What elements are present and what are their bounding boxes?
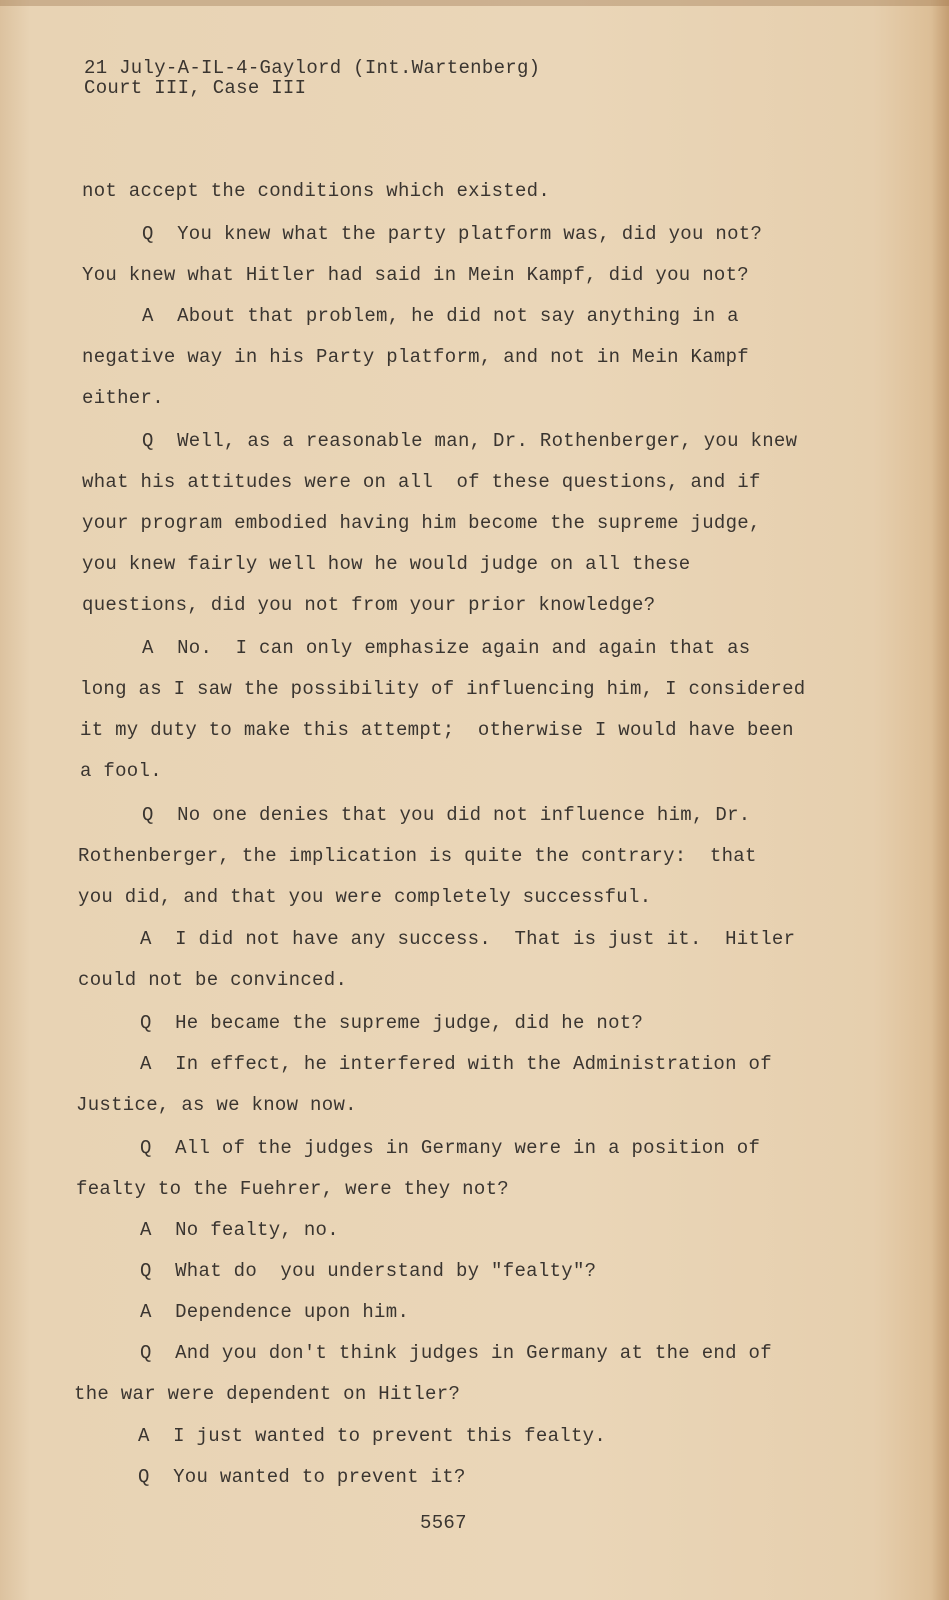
transcript-line: Q No one denies that you did not influence him, Dr. — [142, 804, 751, 826]
transcript-line: A No. I can only emphasize again and again that as — [142, 637, 751, 659]
transcript-line: A In effect, he interfered with the Administration of — [140, 1053, 772, 1075]
transcript-line: Justice, as we know now. — [76, 1094, 357, 1116]
header-line-2: Court III, Case III — [84, 77, 307, 99]
page-edge-right — [931, 0, 949, 1600]
transcript-line: it my duty to make this attempt; otherwise I would have been — [80, 719, 794, 741]
transcript-line: A Dependence upon him. — [140, 1301, 410, 1323]
page-header — [84, 58, 540, 98]
transcript-line: A No fealty, no. — [140, 1219, 339, 1241]
transcript-line: fealty to the Fuehrer, were they not? — [76, 1178, 509, 1200]
transcript-line: You knew what Hitler had said in Mein Kampf, did you not? — [82, 264, 750, 286]
transcript-line: your program embodied having him become the supreme judge, — [82, 512, 761, 534]
transcript-line: questions, did you not from your prior knowledge? — [82, 594, 656, 616]
transcript-line: Q He became the supreme judge, did he not? — [140, 1012, 644, 1034]
transcript-line: A I did not have any success. That is just it. Hitler — [140, 928, 796, 950]
page-number: 5567 — [420, 1512, 467, 1534]
transcript-line: not accept the conditions which existed. — [82, 180, 551, 202]
page-edge-top — [0, 0, 949, 6]
transcript-line: A I just wanted to prevent this fealty. — [138, 1425, 607, 1447]
transcript-line: either. — [82, 387, 164, 409]
transcript-line: Q And you don't think judges in Germany at the end of — [140, 1342, 772, 1364]
transcript-line: negative way in his Party platform, and not in Mein Kampf — [82, 346, 750, 368]
transcript-line: a fool. — [80, 760, 162, 782]
transcript-line: Q Well, as a reasonable man, Dr. Rothenberger, you knew — [142, 430, 798, 452]
transcript-line: Rothenberger, the implication is quite the contrary: that — [78, 845, 757, 867]
header-line-1: 21 July-A-IL-4-Gaylord (Int.Wartenberg) — [84, 57, 541, 79]
transcript-line: the war were dependent on Hitler? — [74, 1383, 461, 1405]
transcript-line: you did, and that you were completely successful. — [78, 886, 652, 908]
transcript-line: long as I saw the possibility of influencing him, I considered — [80, 678, 806, 700]
transcript-line: could not be convinced. — [78, 969, 348, 991]
transcript-line: Q What do you understand by "fealty"? — [140, 1260, 597, 1282]
transcript-line: Q All of the judges in Germany were in a position of — [140, 1137, 761, 1159]
transcript-line: A About that problem, he did not say anything in a — [142, 305, 739, 327]
transcript-line: what his attitudes were on all of these questions, and if — [82, 471, 761, 493]
transcript-line: Q You knew what the party platform was, did you not? — [142, 223, 763, 245]
transcript-line: Q You wanted to prevent it? — [138, 1466, 466, 1488]
transcript-line: you knew fairly well how he would judge on all these — [82, 553, 691, 575]
